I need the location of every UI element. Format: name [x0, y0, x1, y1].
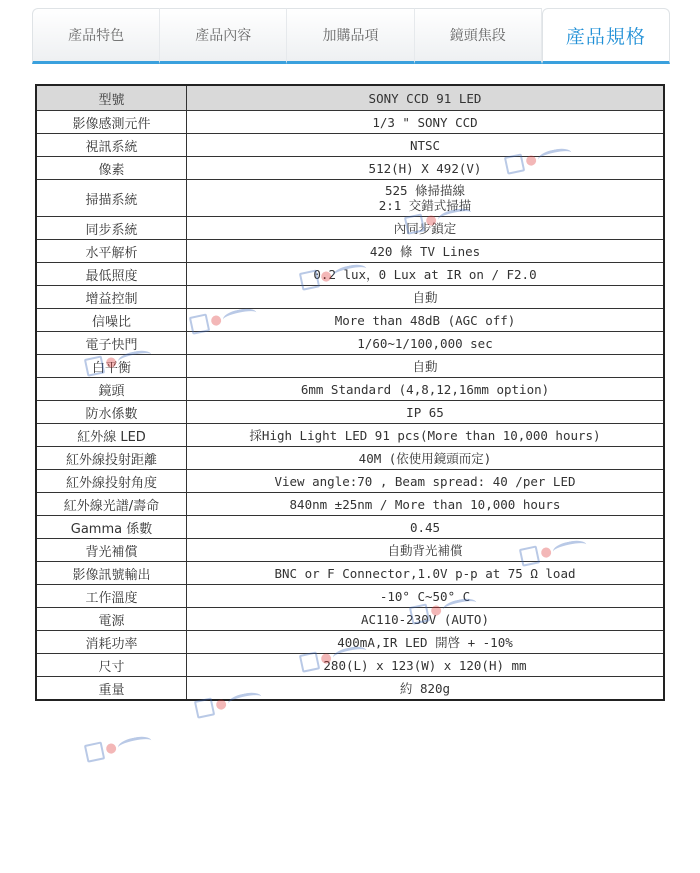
row-label: 防水係數 — [36, 401, 187, 424]
table-row — [36, 470, 664, 493]
row-value: More than 48dB (AGC off) — [187, 309, 665, 332]
row-value: 280(L) x 123(W) x 120(H) mm — [187, 654, 665, 677]
row-label: 紅外線 LED — [36, 424, 187, 447]
row-label: Gamma 係數 — [36, 516, 187, 539]
tab-contents[interactable]: 產品內容 — [160, 8, 287, 64]
row-value: IP 65 — [187, 401, 665, 424]
row-value: 512(H) X 492(V) — [187, 157, 665, 180]
table-row — [36, 677, 664, 701]
tab-lens-focal[interactable]: 鏡頭焦段 — [415, 8, 542, 64]
row-label: 水平解析 — [36, 240, 187, 263]
table-row — [36, 309, 664, 332]
row-label: 重量 — [36, 677, 187, 701]
row-value: View angle:70 , Beam spread: 40 /per LED — [187, 470, 665, 493]
row-label: 電子快門 — [36, 332, 187, 355]
table-row — [36, 378, 664, 401]
table-row — [36, 111, 664, 134]
table-row — [36, 332, 664, 355]
table-row — [36, 539, 664, 562]
row-label: 紅外線投射距離 — [36, 447, 187, 470]
table-row — [36, 240, 664, 263]
table-row — [36, 516, 664, 539]
row-value: AC110-230V (AUTO) — [187, 608, 665, 631]
header-value: SONY CCD 91 LED — [187, 85, 665, 111]
row-value: 自動 — [187, 286, 665, 309]
row-label: 工作溫度 — [36, 585, 187, 608]
table-row — [36, 217, 664, 240]
row-value: 採High Light LED 91 pcs(More than 10,000 hours) — [187, 424, 665, 447]
row-value: -10° C~50° C — [187, 585, 665, 608]
row-label: 信噪比 — [36, 309, 187, 332]
row-label: 最低照度 — [36, 263, 187, 286]
table-row — [36, 493, 664, 516]
row-value: 0.45 — [187, 516, 665, 539]
tab-bar — [32, 8, 670, 64]
table-row — [36, 263, 664, 286]
row-value: 400mA,IR LED 開啓 + -10% — [187, 631, 665, 654]
row-value: 0.2 lux，0 Lux at IR on / F2.0 — [187, 263, 665, 286]
row-label: 增益控制 — [36, 286, 187, 309]
table-row — [36, 286, 664, 309]
header-label: 型號 — [36, 85, 187, 111]
table-row — [36, 585, 664, 608]
row-label: 背光補償 — [36, 539, 187, 562]
table-row — [36, 401, 664, 424]
row-value: 約 820g — [187, 677, 665, 701]
table-row — [36, 631, 664, 654]
row-label: 影像訊號輸出 — [36, 562, 187, 585]
table-row — [36, 608, 664, 631]
row-label: 視訊系統 — [36, 134, 187, 157]
row-value: 自動 — [187, 355, 665, 378]
row-label: 鏡頭 — [36, 378, 187, 401]
row-label: 尺寸 — [36, 654, 187, 677]
table-row — [36, 654, 664, 677]
table-row — [36, 180, 664, 217]
row-value: 6mm Standard (4,8,12,16mm option) — [187, 378, 665, 401]
row-value: 420 條 TV Lines — [187, 240, 665, 263]
row-value: 1/3 " SONY CCD — [187, 111, 665, 134]
row-value: 40M (依使用鏡頭而定) — [187, 447, 665, 470]
table-header-row — [36, 85, 664, 111]
row-label: 像素 — [36, 157, 187, 180]
table-row — [36, 157, 664, 180]
tab-addons[interactable]: 加購品項 — [287, 8, 414, 64]
tab-specifications[interactable]: 產品規格 — [542, 8, 670, 64]
row-label: 紅外線光譜/壽命 — [36, 493, 187, 516]
store-logo-icon — [84, 731, 153, 763]
row-label: 消耗功率 — [36, 631, 187, 654]
row-value-line1: 525 條掃描線 — [384, 183, 466, 198]
table-row — [36, 447, 664, 470]
row-label: 白平衡 — [36, 355, 187, 378]
table-row — [36, 424, 664, 447]
row-value: 自動背光補償 — [187, 539, 665, 562]
row-label: 紅外線投射角度 — [36, 470, 187, 493]
spec-table — [35, 84, 665, 701]
table-row — [36, 134, 664, 157]
row-value — [187, 180, 665, 217]
row-value: BNC or F Connector,1.0V p-p at 75 Ω load — [187, 562, 665, 585]
table-row — [36, 562, 664, 585]
row-label: 掃描系統 — [36, 180, 187, 217]
row-label: 影像感測元件 — [36, 111, 187, 134]
row-value: 內同步鎖定 — [187, 217, 665, 240]
tab-features[interactable]: 產品特色 — [32, 8, 160, 64]
row-value-line2: 2:1 交錯式掃描 — [378, 198, 472, 213]
row-value: 840nm ±25nm / More than 10,000 hours — [187, 493, 665, 516]
row-value: 1/60~1/100,000 sec — [187, 332, 665, 355]
table-row — [36, 355, 664, 378]
row-label: 同步系統 — [36, 217, 187, 240]
row-label: 電源 — [36, 608, 187, 631]
row-value: NTSC — [187, 134, 665, 157]
